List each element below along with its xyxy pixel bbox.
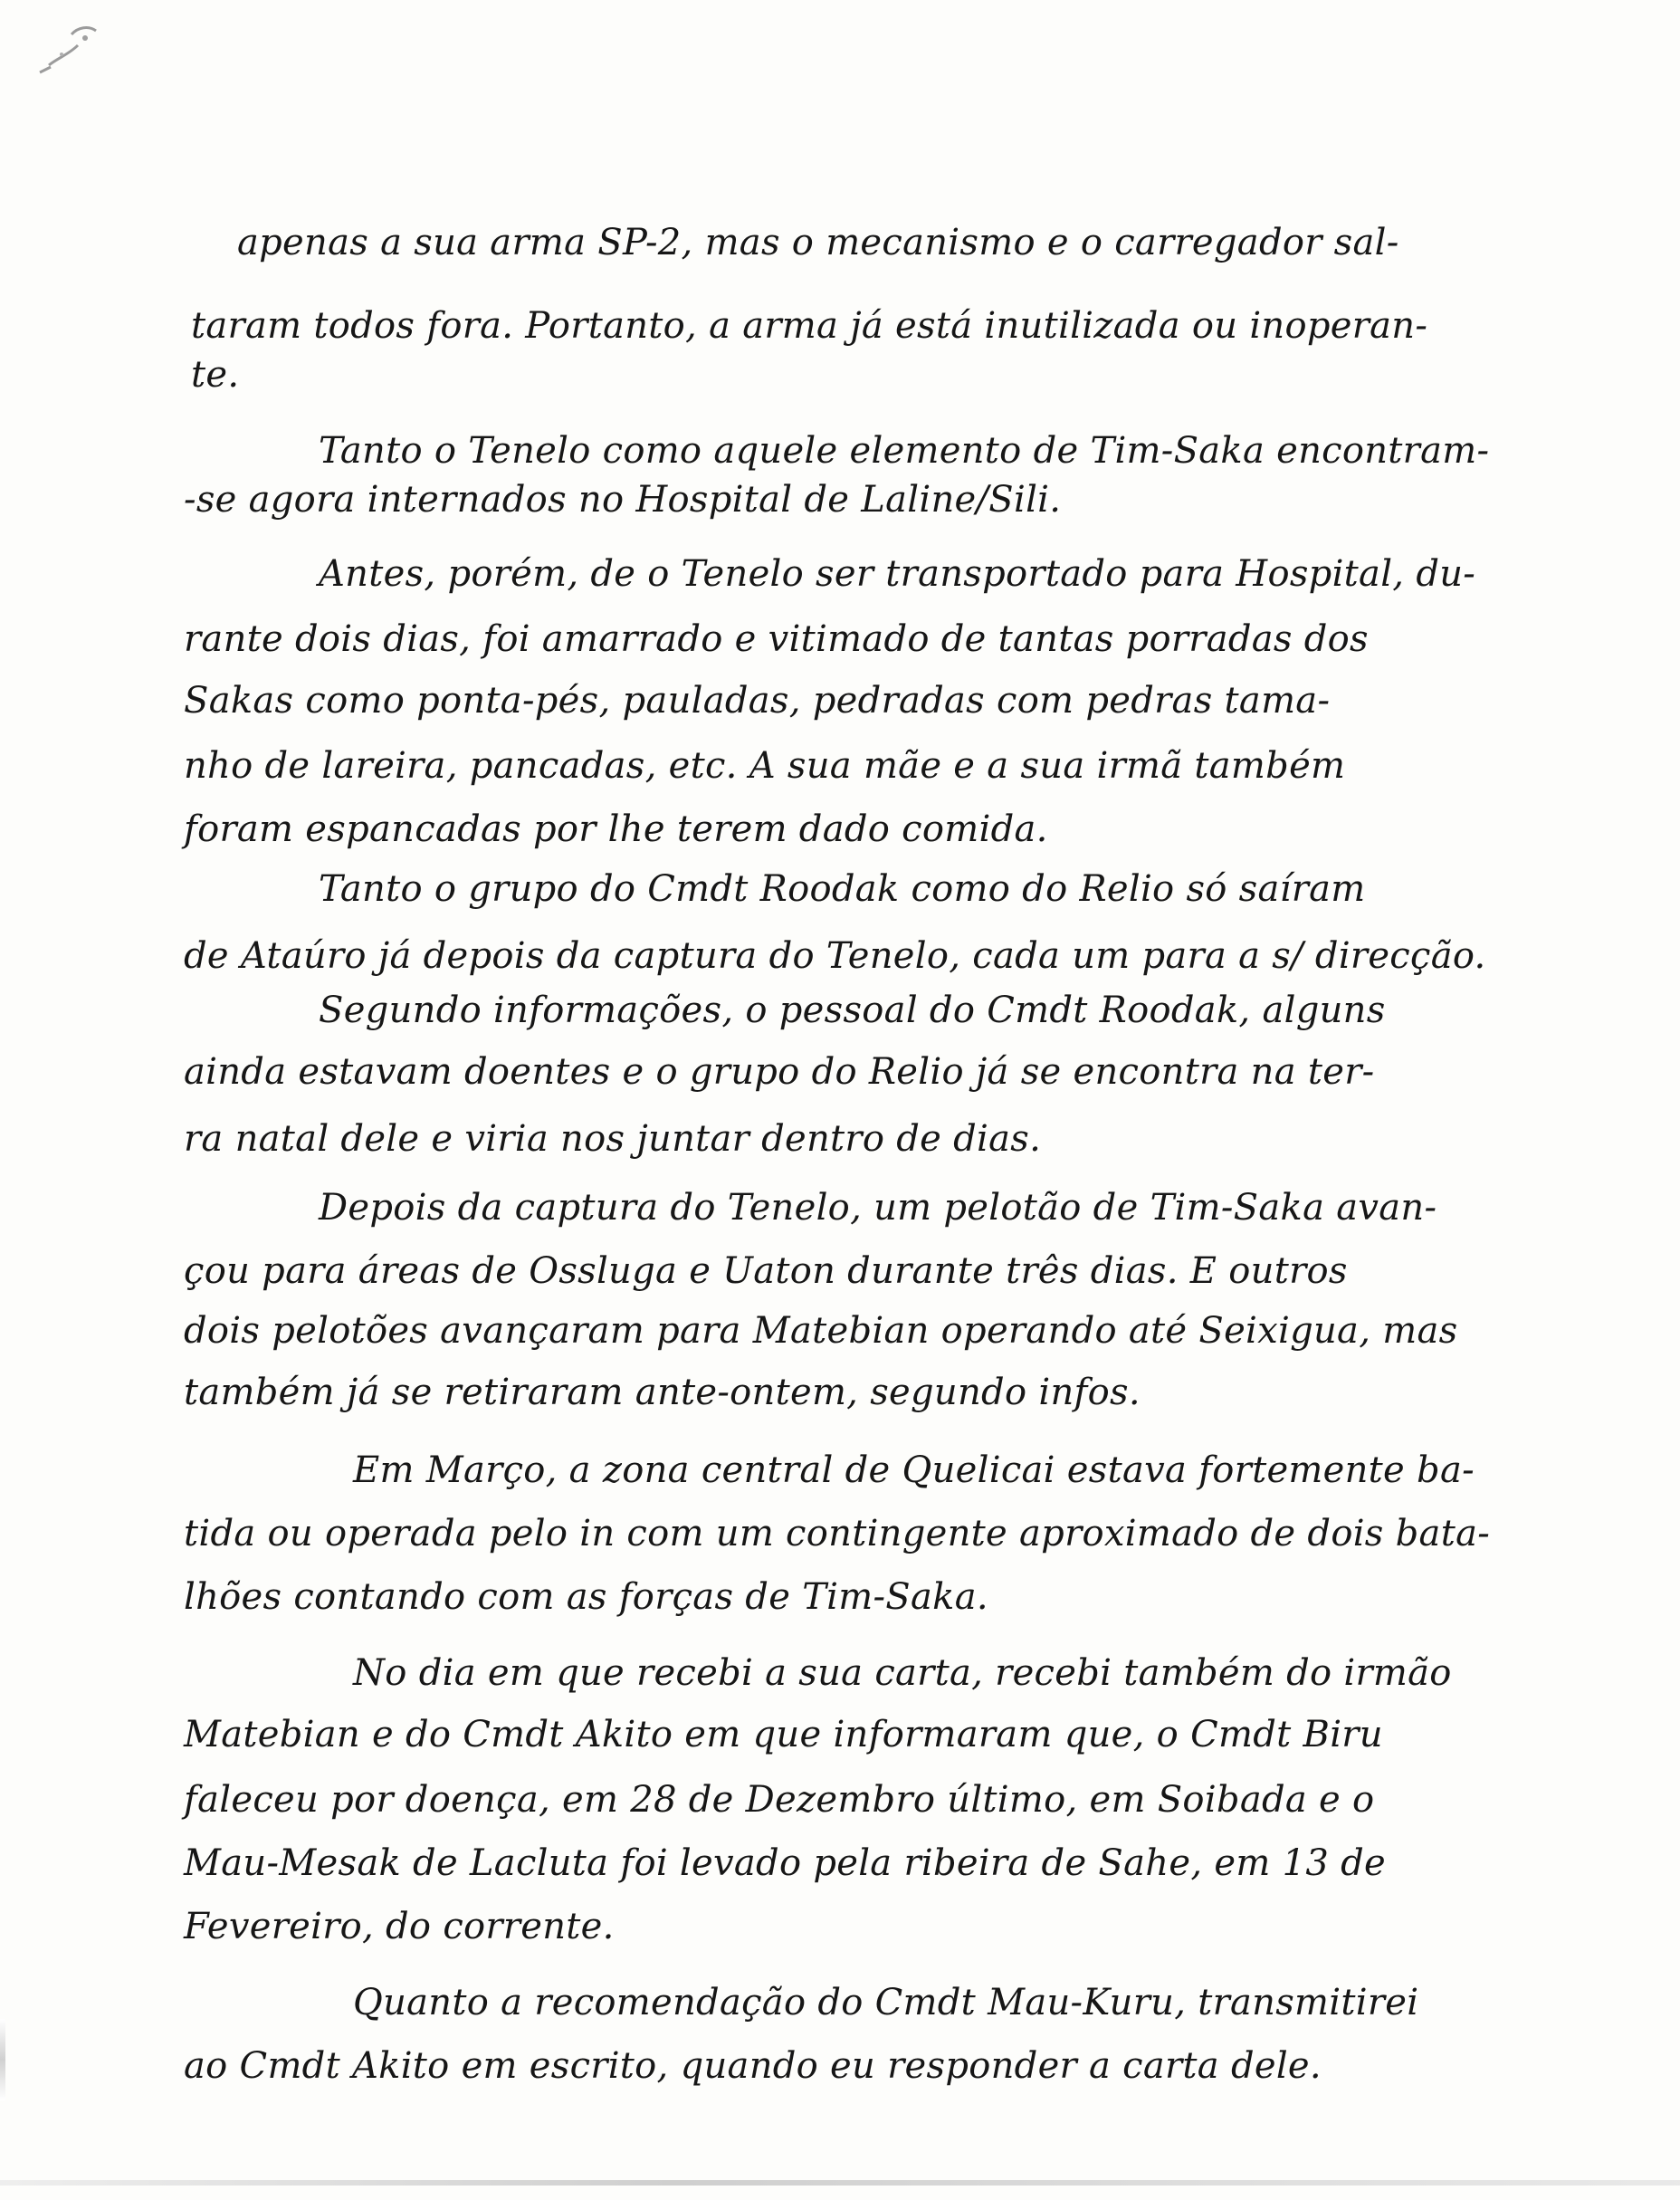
- text-line: Fevereiro, do corrente.: [184, 1906, 615, 1947]
- text-line: ao Cmdt Akito em escrito, quando eu responder a carta dele.: [184, 2045, 1322, 2087]
- text-line: Sakas como ponta-pés, pauladas, pedradas com pedras tama-: [184, 680, 1331, 722]
- text-line: lhões contando com as forças de Tim-Saka.: [184, 1576, 988, 1618]
- text-line: Matebian e do Cmdt Akito em que informaram que, o Cmdt Biru: [184, 1714, 1383, 1755]
- text-line: Segundo informações, o pessoal do Cmdt Roodak, alguns: [319, 990, 1386, 1031]
- text-line: foram espancadas por lhe terem dado comida.: [184, 808, 1048, 850]
- text-line: rante dois dias, foi amarrado e vitimado de tantas porradas dos: [184, 618, 1369, 660]
- text-line: apenas a sua arma SP-2, mas o mecanismo e o carregador sal-: [237, 222, 1399, 263]
- text-line: Depois da captura do Tenelo, um pelotão de Tim-Saka avan-: [319, 1187, 1437, 1229]
- corner-scribble: [22, 18, 121, 81]
- text-line: çou para áreas de Ossluga e Uaton durante três dias. E outros: [184, 1250, 1348, 1292]
- text-line: taram todos fora. Portanto, a arma já está inutilizada ou inoperan-: [191, 305, 1428, 347]
- text-line: Tanto o grupo do Cmdt Roodak como do Relio só saíram: [319, 868, 1366, 910]
- text-line: Mau-Mesak de Lacluta foi levado pela ribeira de Sahe, em 13 de: [184, 1842, 1386, 1884]
- text-line: Quanto a recomendação do Cmdt Mau-Kuru, transmitirei: [353, 1982, 1419, 2023]
- text-line: também já se retiraram ante-ontem, segundo infos.: [184, 1372, 1141, 1413]
- page-edge-shadow: [0, 2019, 5, 2100]
- text-line: de Ataúro já depois da captura do Tenelo, cada um para a s/ direcção.: [184, 935, 1486, 977]
- text-line: te.: [191, 354, 240, 396]
- text-line: ainda estavam doentes e o grupo do Relio já se encontra na ter-: [184, 1051, 1375, 1093]
- text-line: Tanto o Tenelo como aquele elemento de Tim-Saka encontram-: [319, 430, 1490, 472]
- text-line: nho de lareira, pancadas, etc. A sua mãe e a sua irmã também: [184, 745, 1346, 787]
- text-line: Antes, porém, de o Tenelo ser transportado para Hospital, du-: [319, 553, 1476, 595]
- text-line: -se agora internados no Hospital de Laline/Sili.: [184, 479, 1062, 521]
- text-line: ra natal dele e viria nos juntar dentro de dias.: [184, 1118, 1042, 1160]
- text-line: tida ou operada pelo in com um contingente aproximado de dois bata-: [184, 1513, 1491, 1554]
- text-line: dois pelotões avançaram para Matebian operando até Seixigua, mas: [184, 1310, 1458, 1352]
- text-line: faleceu por doença, em 28 de Dezembro último, em Soibada e o: [184, 1779, 1375, 1821]
- text-line: Em Março, a zona central de Quelicai estava fortemente ba-: [353, 1449, 1475, 1491]
- page-bottom-edge: [0, 2180, 1680, 2186]
- text-line: No dia em que recebi a sua carta, recebi também do irmão: [353, 1652, 1452, 1694]
